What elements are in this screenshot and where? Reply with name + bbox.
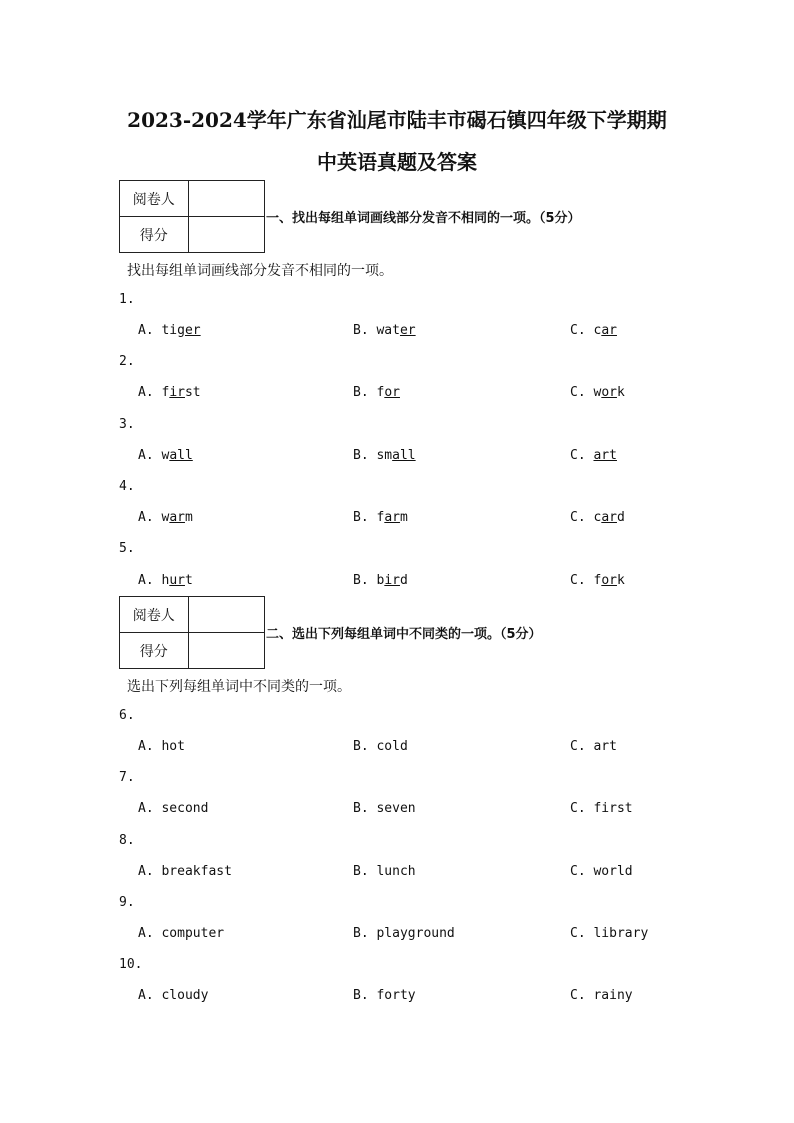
- option-a: A. computer: [138, 926, 225, 941]
- option-c: C. work: [570, 385, 625, 400]
- section-instruction: 选出下列每组单词中不同类的一项。: [127, 679, 351, 695]
- option-b: B. bird: [353, 573, 408, 588]
- option-c: C. car: [570, 323, 617, 338]
- score-blank: [188, 633, 264, 669]
- option-b: B. water: [353, 323, 416, 338]
- question-number: 4.: [119, 479, 135, 494]
- score-table: [119, 596, 265, 669]
- option-a: A. hot: [138, 739, 185, 754]
- option-a: A. cloudy: [138, 988, 209, 1003]
- option-b: B. lunch: [353, 864, 416, 879]
- option-b: B. cold: [353, 739, 408, 754]
- score-label: 得分: [120, 217, 189, 253]
- option-c: C. fork: [570, 573, 625, 588]
- option-c: C. rainy: [570, 988, 633, 1003]
- question-number: 2.: [119, 354, 135, 369]
- option-b: B. small: [353, 448, 416, 463]
- option-b: B. for: [353, 385, 400, 400]
- option-a: A. second: [138, 801, 209, 816]
- option-a: A. hurt: [138, 573, 193, 588]
- question-number: 1.: [119, 292, 135, 307]
- question-number: 3.: [119, 417, 135, 432]
- question-number: 5.: [119, 541, 135, 556]
- section-heading: 一、找出每组单词画线部分发音不相同的一项。（5分）: [266, 211, 581, 226]
- option-a: A. breakfast: [138, 864, 232, 879]
- option-a: A. wall: [138, 448, 193, 463]
- option-c: C. art: [570, 448, 617, 463]
- option-a: A. warm: [138, 510, 193, 525]
- option-a: A. first: [138, 385, 201, 400]
- option-c: C. first: [570, 801, 633, 816]
- question-number: 7.: [119, 770, 135, 785]
- reviewer-label: 阅卷人: [120, 181, 189, 217]
- option-c: C. art: [570, 739, 617, 754]
- question-number: 8.: [119, 833, 135, 848]
- option-b: B. farm: [353, 510, 408, 525]
- reviewer-label: 阅卷人: [120, 597, 189, 633]
- option-b: B. forty: [353, 988, 416, 1003]
- reviewer-blank: [188, 597, 264, 633]
- option-b: B. playground: [353, 926, 455, 941]
- document-title-line2: 中英语真题及答案: [317, 150, 477, 174]
- option-c: C. card: [570, 510, 625, 525]
- option-c: C. library: [570, 926, 649, 941]
- score-label: 得分: [120, 633, 189, 669]
- option-c: C. world: [570, 864, 633, 879]
- question-number: 10.: [119, 957, 143, 972]
- section-heading: 二、选出下列每组单词中不同类的一项。（5分）: [266, 627, 542, 642]
- score-blank: [188, 217, 264, 253]
- option-a: A. tiger: [138, 323, 201, 338]
- question-number: 6.: [119, 708, 135, 723]
- question-number: 9.: [119, 895, 135, 910]
- reviewer-blank: [188, 181, 264, 217]
- score-table: [119, 180, 265, 253]
- option-b: B. seven: [353, 801, 416, 816]
- document-title-line1: 2023-2024学年广东省汕尾市陆丰市碣石镇四年级下学期期: [127, 108, 667, 132]
- section-instruction: 找出每组单词画线部分发音不相同的一项。: [127, 263, 393, 279]
